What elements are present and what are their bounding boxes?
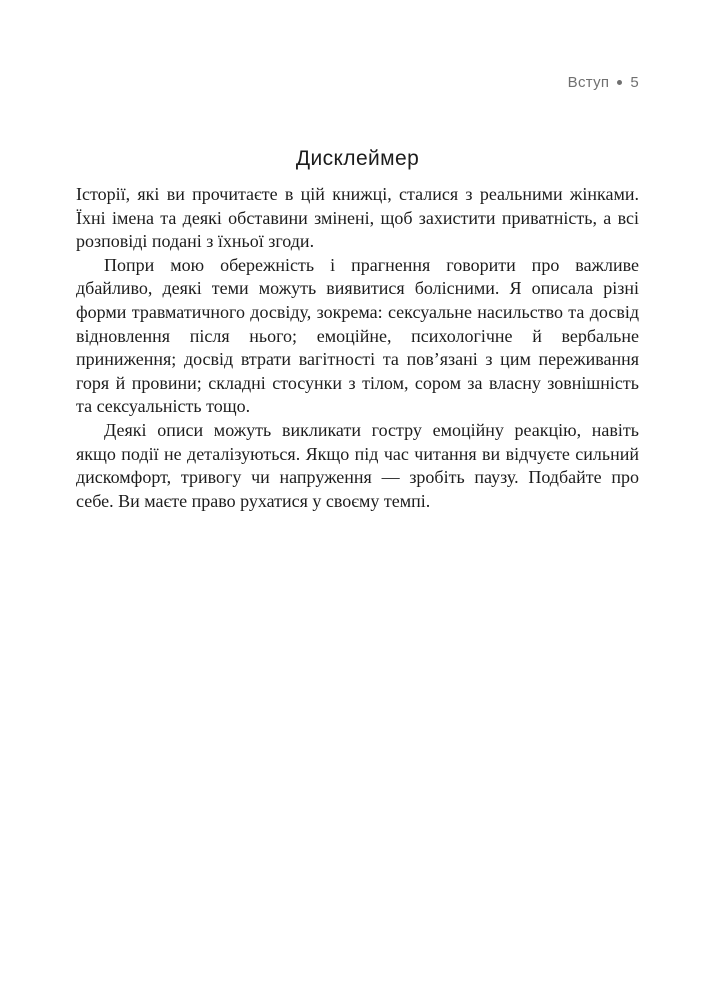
paragraph-1: Історії, які ви прочитаєте в цій книжці, сталися з реальними жінками. Їхні імена та деякі обставини змінені, щоб захистити приватність, а всі розповіді подані з їхньої згоди. — [76, 184, 639, 252]
paragraph-2: Попри мою обережність і прагнення говорити про важливе дбайливо, деякі теми можуть виявитися болісними. Я описала різні форми травматичного досвіду, зокрема: сексуальне насильство та досвід відновлення після нього; емоційне, психологічне й вербальне приниження; досвід втрати вагітності та пов’язані з цим переживання горя й провини; складні стосунки з тілом, сором за власну зовнішність та сексуальність тощо. — [76, 254, 639, 417]
body-text — [76, 183, 639, 513]
section-name: Вступ — [567, 74, 610, 91]
bullet-separator-icon — [617, 80, 622, 85]
running-head — [568, 74, 639, 91]
page-title: Дисклеймер — [295, 147, 420, 170]
page-number: 5 — [630, 74, 639, 91]
paragraph-3: Деякі описи можуть викликати гостру емоційну реакцію, навіть якщо події не деталізуються. Якщо під час читання ви відчуєте сильний дискомфорт, тривогу чи напруження — зробіть паузу. Подбайте про себе. Ви маєте право рухатися у своєму темпі. — [76, 419, 639, 511]
